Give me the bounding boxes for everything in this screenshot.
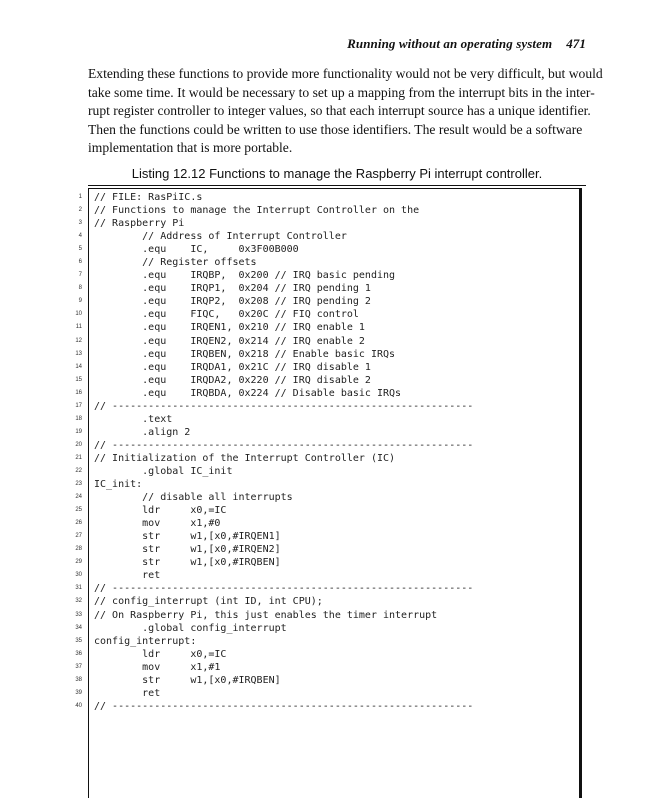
line-number: 29 <box>75 559 82 566</box>
body-paragraph <box>88 65 603 158</box>
page-number: 471 <box>566 36 586 51</box>
line-number: 23 <box>75 481 82 488</box>
code-line: // ------------------------------------------------------------ <box>94 583 474 595</box>
paragraph-line: implementation that is more portable. <box>88 140 293 155</box>
code-line: str w1,[x0,#IRQBEN] <box>94 674 281 686</box>
code-line: str w1,[x0,#IRQBEN] <box>94 557 281 569</box>
line-number: 18 <box>75 415 82 422</box>
code-line: .global IC_init <box>94 465 233 477</box>
line-number: 16 <box>75 389 82 396</box>
line-number: 21 <box>75 454 82 461</box>
code-line: .equ IRQP2, 0x208 // IRQ pending 2 <box>94 296 371 308</box>
line-number: 40 <box>75 702 82 709</box>
code-line: str w1,[x0,#IRQEN2] <box>94 544 281 556</box>
line-number: 24 <box>75 494 82 501</box>
code-line: .equ IRQEN1, 0x210 // IRQ enable 1 <box>94 322 365 334</box>
line-number: 31 <box>75 585 82 592</box>
paragraph-line: Extending these functions to provide more functionality would not be very difficult, but would <box>88 66 603 81</box>
line-number: 25 <box>75 507 82 514</box>
line-number: 22 <box>75 467 82 474</box>
line-number: 1 <box>78 194 82 200</box>
line-number: 9 <box>78 298 82 305</box>
line-number: 27 <box>75 533 82 540</box>
code-line: IC_init: <box>94 479 143 491</box>
line-number: 8 <box>78 285 82 292</box>
line-number: 35 <box>75 637 82 644</box>
line-number: 5 <box>78 246 82 253</box>
line-number: 17 <box>75 402 82 409</box>
line-number: 26 <box>75 520 82 527</box>
running-title: Running without an operating system <box>347 36 553 51</box>
running-head <box>88 36 586 52</box>
code-line: // config_interrupt (int ID, int CPU); <box>94 596 323 608</box>
line-number: 14 <box>75 363 82 370</box>
code-line: // ------------------------------------------------------------ <box>94 700 474 712</box>
line-number: 28 <box>75 546 82 553</box>
line-number: 11 <box>75 324 82 331</box>
code-line: .align 2 <box>94 426 191 438</box>
code-line: .equ IRQBP, 0x200 // IRQ basic pending <box>94 270 396 282</box>
code-line: // Raspberry Pi <box>94 218 185 230</box>
code-line: ldr x0,=IC <box>94 648 227 660</box>
code-line: str w1,[x0,#IRQEN1] <box>94 531 281 543</box>
line-number: 39 <box>75 689 82 696</box>
code-line: .equ IRQBEN, 0x218 // Enable basic IRQs <box>94 348 396 360</box>
line-number: 3 <box>78 220 82 227</box>
line-number: 19 <box>75 428 82 435</box>
line-number: 7 <box>78 272 82 279</box>
line-number: 36 <box>75 650 82 657</box>
line-number: 10 <box>75 311 82 318</box>
code-line: .equ IRQBDA, 0x224 // Disable basic IRQs <box>94 387 402 399</box>
line-number: 33 <box>75 611 82 618</box>
code-line: .equ FIQC, 0x20C // FIQ control <box>94 309 359 321</box>
code-line: // On Raspberry Pi, this just enables the timer interrupt <box>94 609 438 621</box>
line-number: 2 <box>78 207 82 214</box>
code-line: // ------------------------------------------------------------ <box>94 439 474 451</box>
code-line: .equ IRQDA2, 0x220 // IRQ disable 2 <box>94 374 371 386</box>
code-line: ldr x0,=IC <box>94 505 227 517</box>
code-line: .equ IRQDA1, 0x21C // IRQ disable 1 <box>94 361 371 373</box>
line-number: 37 <box>75 663 82 670</box>
line-number: 15 <box>75 376 82 383</box>
paragraph-line: take some time. It would be necessary to set up a mapping from the interrupt bits in the inter- <box>88 84 595 100</box>
code-line: ret <box>94 570 161 582</box>
line-number: 6 <box>78 259 82 266</box>
line-number: 4 <box>78 233 82 240</box>
code-line: config_interrupt: <box>94 635 197 647</box>
line-number: 32 <box>75 598 82 605</box>
caption-rule <box>88 185 586 186</box>
code-line: .equ IC, 0x3F00B000 <box>94 244 299 256</box>
code-line: // Register offsets <box>94 257 257 269</box>
code-line: // Address of Interrupt Controller <box>94 231 347 243</box>
paragraph-line: rupt register controller to integer values, so that each interrupt source has a unique identifier. <box>88 103 591 118</box>
code-line: // FILE: RasPiIC.s <box>94 192 203 203</box>
listing-caption: Listing 12.12 Functions to manage the Raspberry Pi interrupt controller. <box>131 166 543 181</box>
code-line: .equ IRQP1, 0x204 // IRQ pending 1 <box>94 283 371 295</box>
code-line: // ------------------------------------------------------------ <box>94 400 474 412</box>
line-number: 38 <box>75 676 82 683</box>
code-line: // disable all interrupts <box>94 492 293 504</box>
line-number: 34 <box>75 624 82 631</box>
line-number: 30 <box>75 572 82 579</box>
paragraph-line: Then the functions could be written to use those identifiers. The result would be a software <box>88 121 583 137</box>
code-line: // Functions to manage the Interrupt Controller on the <box>94 205 420 217</box>
code-line: ret <box>94 687 161 699</box>
line-number: 13 <box>75 350 82 357</box>
code-line: .global config_interrupt <box>94 622 287 634</box>
code-line: .text <box>94 413 173 425</box>
line-number-gutter <box>58 191 82 713</box>
code-listing <box>94 191 578 713</box>
code-line: mov x1,#0 <box>94 518 221 530</box>
code-line: mov x1,#1 <box>94 661 221 673</box>
code-line: // Initialization of the Interrupt Controller (IC) <box>94 452 396 464</box>
code-line: .equ IRQEN2, 0x214 // IRQ enable 2 <box>94 335 365 347</box>
line-number: 12 <box>75 337 82 344</box>
line-number: 20 <box>75 441 82 448</box>
